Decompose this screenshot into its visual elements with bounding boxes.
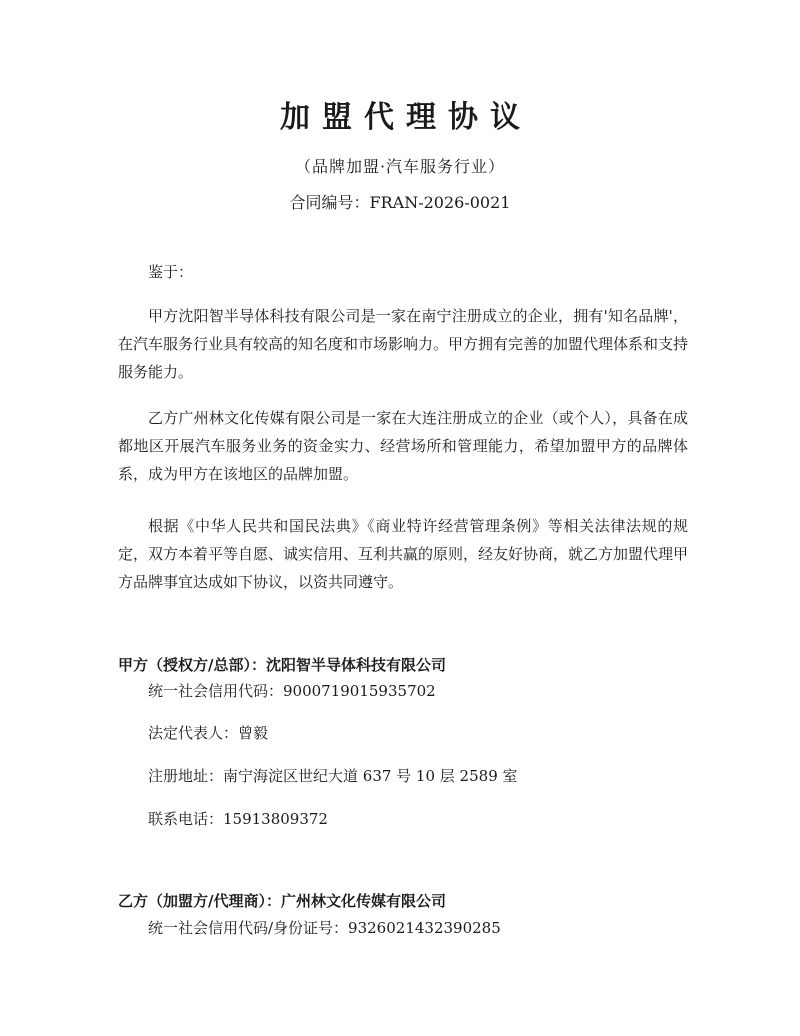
preamble-paragraph-legal-basis: 根据《中华人民共和国民法典》《商业特许经营管理条例》等相关法律法规的规定，双方本着平等自愿、诚实信用、互利共赢的原则，经友好协商，就乙方加盟代理甲方品牌事宜达成如下协议，以资共同遵守。 [118, 517, 689, 591]
contract-number: 合同编号：FRAN-2026-0021 [289, 193, 511, 212]
party-a-address: 注册地址：南宁海淀区世纪大道 637 号 10 层 2589 室 [148, 767, 518, 785]
document-title: 加盟代理协议 [280, 100, 532, 135]
party-b-credit-code: 统一社会信用代码/身份证号：9326021432390285 [148, 919, 501, 937]
preamble-paragraph-party-b: 乙方广州林文化传媒有限公司是一家在大连注册成立的企业（或个人），具备在成都地区开展汽车服务业务的资金实力、经营场所和管理能力，希望加盟甲方的品牌体系，成为甲方在该地区的品牌加盟。 [118, 409, 688, 483]
party-a-credit-code: 统一社会信用代码：9000719015935702 [148, 682, 436, 700]
party-a-legal-rep: 法定代表人：曾毅 [148, 724, 269, 742]
whereas-label: 鉴于： [148, 263, 194, 281]
party-a-heading: 甲方（授权方/总部）：沈阳智半导体科技有限公司 [118, 656, 446, 674]
document-subtitle: （品牌加盟·汽车服务行业） [294, 157, 506, 176]
party-b-heading: 乙方（加盟方/代理商）：广州林文化传媒有限公司 [118, 892, 446, 910]
preamble-paragraph-party-a: 甲方沈阳智半导体科技有限公司是一家在南宁注册成立的企业，拥有'知名品牌'，在汽车服务行业具有较高的知名度和市场影响力。甲方拥有完善的加盟代理体系和支持服务能力。 [118, 307, 689, 381]
party-a-phone: 联系电话：15913809372 [148, 810, 328, 828]
